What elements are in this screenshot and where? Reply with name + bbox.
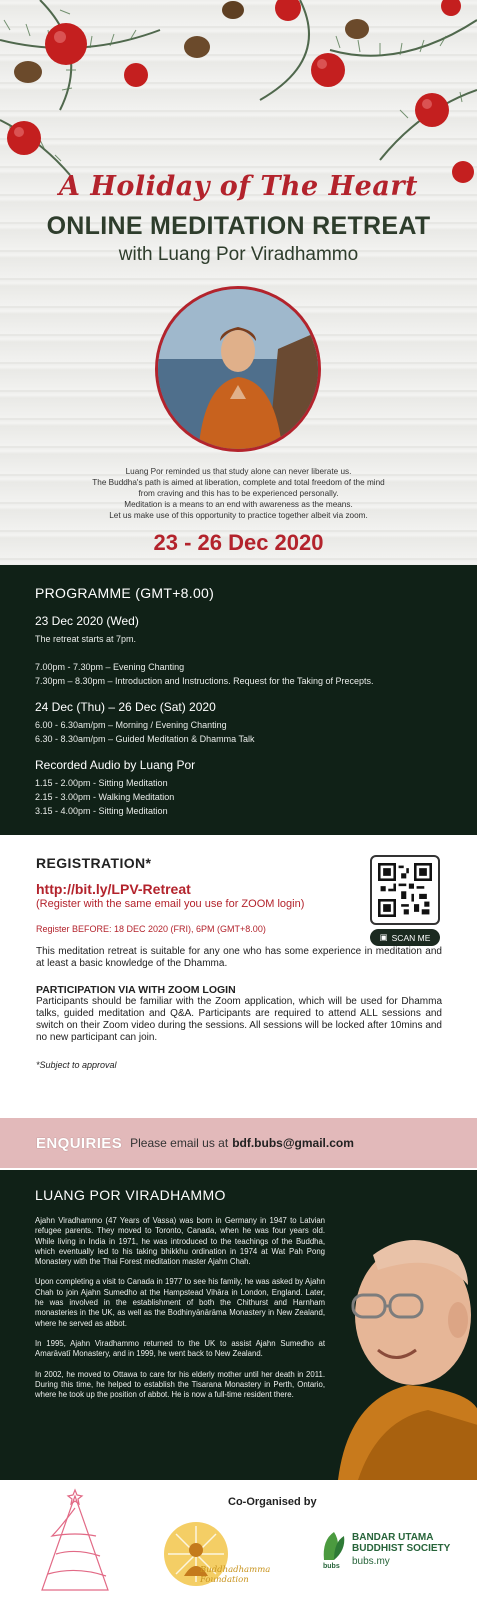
programme-note: The retreat starts at 7pm. [35, 634, 137, 644]
biography-section [0, 1170, 477, 1480]
christmas-tree-icon [30, 1488, 120, 1600]
enquiries-email-link[interactable]: bdf.bubs@gmail.com [232, 1136, 354, 1150]
programme-item: 3.15 - 4.00pm - Sitting Meditation [35, 806, 168, 816]
retreat-main-title: ONLINE MEDITATION RETREAT [46, 212, 431, 240]
biography-paragraph: Upon completing a visit to Canada in 1977 to see his family, he was asked by Ajahn Chah to join Ajahn Sumedho at the Hampstead Vihāra in London, England. Later, he was involved in the establishment of both the Chithurst and Harnham monasteries in the UK, as well as the Bodhinyānārāma Monastery in New Zealand, where he served as abbot. [35, 1277, 325, 1328]
qr-code-icon [378, 863, 432, 917]
intro-line: Luang Por reminded us that study alone can never liberate us. [125, 467, 352, 476]
biography-paragraph: Ajahn Viradhammo (47 Years of Vassa) was born in Germany in 1947 to Latvian refugee parents. They moved to Toronto, Canada, when he was four years old. While living in India in 1971, he was introduced to the teachings of the Buddha, which eventually led to his taking bhikkhu ordination in 1974 at Wat Pah Pong Monastery with the Thai Forest meditation master Ajahn Chah. [35, 1216, 325, 1267]
intro-quote [30, 466, 447, 521]
programme-item: 2.15 - 3.00pm - Walking Meditation [35, 792, 175, 802]
registration-title: REGISTRATION* [36, 855, 152, 871]
header-section [0, 0, 477, 565]
registration-link[interactable]: http://bit.ly/LPV-Retreat [36, 881, 191, 897]
programme-day-heading: 23 Dec 2020 (Wed) [35, 614, 139, 628]
enquiries-banner [0, 1118, 477, 1168]
teacher-portrait-circle [155, 286, 321, 452]
programme-item: 7.30pm – 8.30pm – Introduction and Instructions. Request for the Taking of Precepts. [35, 676, 374, 686]
scan-icon: ▣ [379, 932, 388, 942]
registration-deadline: Register BEFORE: 18 DEC 2020 (FRI), 6PM (GMT+8.00) [36, 924, 266, 934]
scan-me-label: SCAN ME [391, 932, 431, 943]
scan-me-button[interactable] [370, 929, 440, 946]
biography-paragraph: In 1995, Ajahn Viradhammo returned to the UK to assist Ajahn Sumedho at Amarāvatī Monastery, and in 1999, he went back to New Zealand. [35, 1338, 325, 1359]
christmas-garland-decoration [0, 0, 477, 200]
monk-portrait-image [158, 289, 321, 452]
intro-line: from craving and this has to be experienced personally. [138, 489, 339, 498]
monk-profile-photo [318, 1210, 477, 1480]
programme-day-2 [35, 700, 442, 746]
enquiries-label: ENQUIRIES [36, 1134, 123, 1152]
programme-day-heading: 24 Dec (Thu) – 26 Dec (Sat) 2020 [35, 700, 216, 714]
biography-text [35, 1216, 325, 1410]
approval-note: *Subject to approval [36, 1060, 117, 1070]
retreat-subtitle: with Luang Por Viradhammo [118, 244, 359, 265]
programme-audio [35, 758, 442, 818]
programme-audio-heading: Recorded Audio by Luang Por [35, 758, 196, 772]
intro-line: Let us make use of this opportunity to practice together albeit via zoom. [109, 511, 368, 520]
co-organised-label: Co-Organised by [228, 1496, 317, 1508]
programme-title: PROGRAMME (GMT+8.00) [35, 585, 215, 601]
registration-email-note: (Register with the same email you use for ZOOM login) [36, 898, 305, 910]
zoom-participation-heading: PARTICIPATION VIA WITH ZOOM LOGIN [36, 984, 236, 996]
intro-line: Meditation is a means to an end with awareness as the means. [124, 500, 353, 509]
programme-section [0, 565, 477, 835]
bubs-leaf-logo [322, 1530, 346, 1570]
programme-item: 6.00 - 6.30am/pm – Morning / Evening Chanting [35, 720, 227, 730]
eligibility-text: This meditation retreat is suitable for any one who has some experience in meditation and at least a basic knowledge of the Dhamma. [36, 946, 442, 969]
qr-code[interactable] [370, 855, 440, 925]
bubs-website-link[interactable]: bubs.my [352, 1556, 390, 1567]
programme-item: 6.30 - 8.30am/pm – Guided Meditation & Dhamma Talk [35, 734, 255, 744]
buddhadhamma-foundation-name: Buddhadhamma Foundation [200, 1565, 271, 1585]
retreat-dates: 23 - 26 Dec 2020 [153, 530, 324, 555]
programme-item: 7.00pm - 7.30pm – Evening Chanting [35, 662, 185, 672]
programme-day-1 [35, 614, 442, 688]
zoom-participation-text: Participants should be familiar with the Zoom application, which will be used for Dhamma talks, guided meditation and Q&A. Participants are required to attend ALL sessions and switch on their Zoom video during the sessions. All sessions will be locked after 10mins and no new participant can join. [36, 996, 442, 1043]
biography-title: LUANG POR VIRADHAMMO [35, 1187, 226, 1203]
retreat-script-title: A Holiday of The Heart [58, 171, 419, 202]
biography-paragraph: In 2002, he moved to Ottawa to care for his elderly mother until her death in 2011. During this time, he helped to establish the Tisarana Monastery in Perth, Ontario, where he took up the position of abbot. He is now a full-time resident there. [35, 1369, 325, 1400]
programme-item: 1.15 - 2.00pm - Sitting Meditation [35, 778, 168, 788]
intro-line: The Buddha's path is aimed at liberation, complete and total freedom of the mind [92, 478, 385, 487]
bubs-badge-text: bubs [323, 1563, 340, 1570]
enquiries-text: Please email us at [130, 1136, 229, 1150]
footer-section [0, 1480, 477, 1600]
bubs-society-name: BANDAR UTAMA BUDDHIST SOCIETY [352, 1532, 451, 1554]
